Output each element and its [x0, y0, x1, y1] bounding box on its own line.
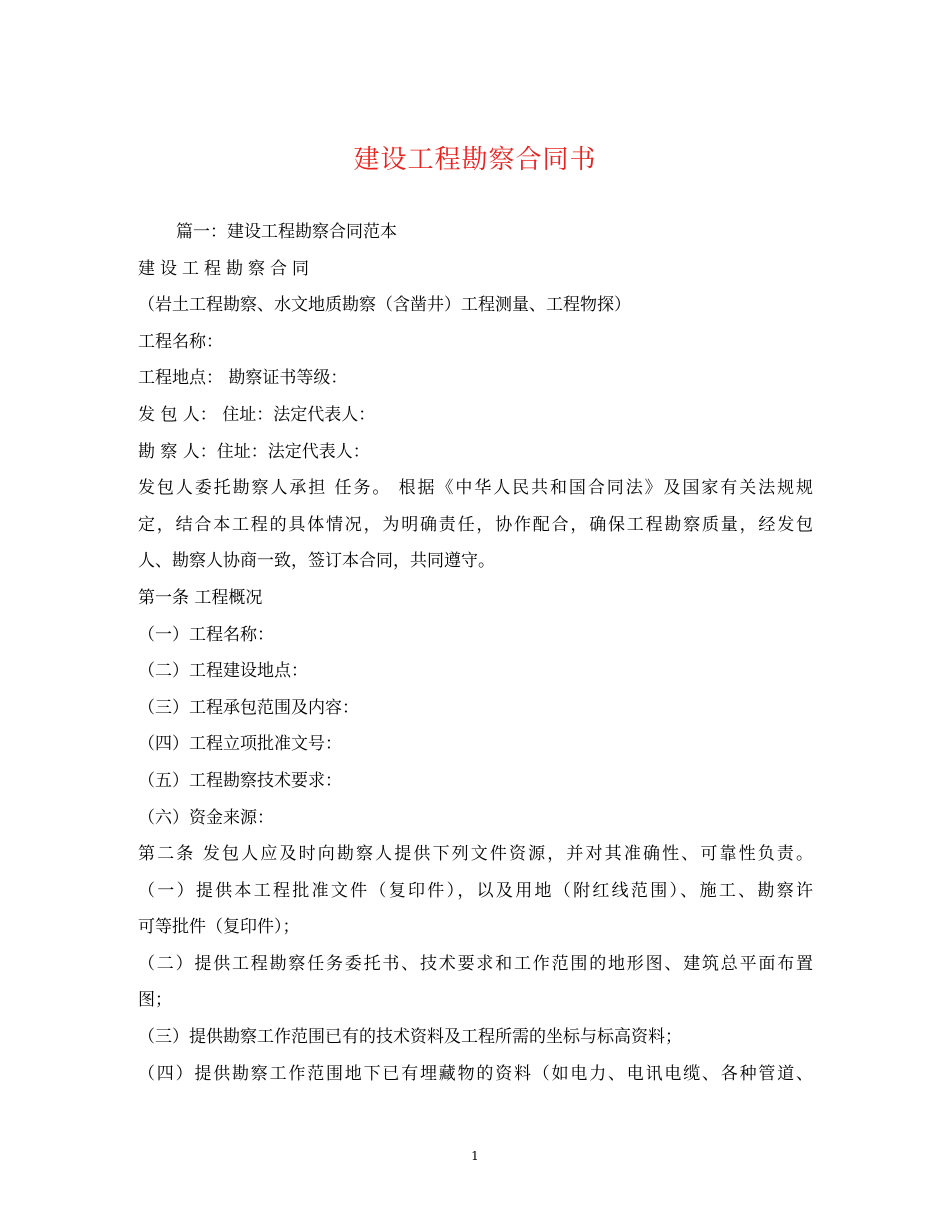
list-item: （三）提供勘察工作范围已有的技术资料及工程所需的坐标与标高资料； — [138, 1027, 682, 1048]
section-heading: 篇一：建设工程勘察合同范本 — [176, 222, 397, 242]
list-item: （四）工程立项批准文号： — [138, 734, 342, 755]
list-item: （二）工程建设地点： — [138, 661, 308, 682]
project-name-field: 工程名称： — [138, 331, 223, 352]
list-item: （六）资金来源： — [138, 807, 274, 828]
list-item: （二）提供工程勘察任务委托书、技术要求和工作范围的地形图、建筑总平面布置 — [138, 953, 813, 974]
list-item: （一）工程名称： — [138, 624, 274, 645]
list-item: （三）工程承包范围及内容： — [138, 697, 359, 718]
article-heading: 第一条 工程概况 — [138, 587, 263, 608]
list-item: （五）工程勘察技术要求： — [138, 770, 342, 791]
document-title: 建设工程勘察合同书 — [353, 145, 597, 175]
client-field: 发 包 人： 住址：法定代表人： — [138, 404, 376, 425]
list-item-continuation: 可等批件（复印件）； — [138, 917, 300, 938]
contract-heading: 建设工程勘察合同 — [138, 258, 314, 279]
surveyor-field: 勘 察 人：住址：法定代表人： — [138, 441, 370, 462]
paragraph-line: 发包人委托勘察人承担 任务。 根据《中华人民共和国合同法》及国家有关法规规 — [138, 478, 813, 499]
list-item: （一）提供本工程批准文件（复印件），以及用地（附红线范围）、施工、勘察许 — [138, 880, 813, 901]
page-number: 1 — [471, 1149, 479, 1163]
document-body — [138, 214, 813, 1092]
paragraph-line: 定，结合本工程的具体情况，为明确责任，协作配合，确保工程勘察质量，经发包 — [138, 514, 813, 535]
list-item-continuation: 图； — [138, 990, 172, 1011]
paragraph-line: 人、勘察人协商一致，签订本合同，共同遵守。 — [138, 551, 495, 572]
article-heading: 第二条 发包人应及时向勘察人提供下列文件资源，并对其准确性、可靠性负责。 — [138, 844, 813, 865]
list-item: （四）提供勘察工作范围地下已有埋藏物的资料（如电力、电讯电缆、各种管道、 — [138, 1063, 813, 1084]
project-location-field: 工程地点： 勘察证书等级： — [138, 368, 348, 389]
contract-scope: （岩土工程勘察、水文地质勘察（含凿井）工程测量、工程物探） — [138, 295, 631, 316]
